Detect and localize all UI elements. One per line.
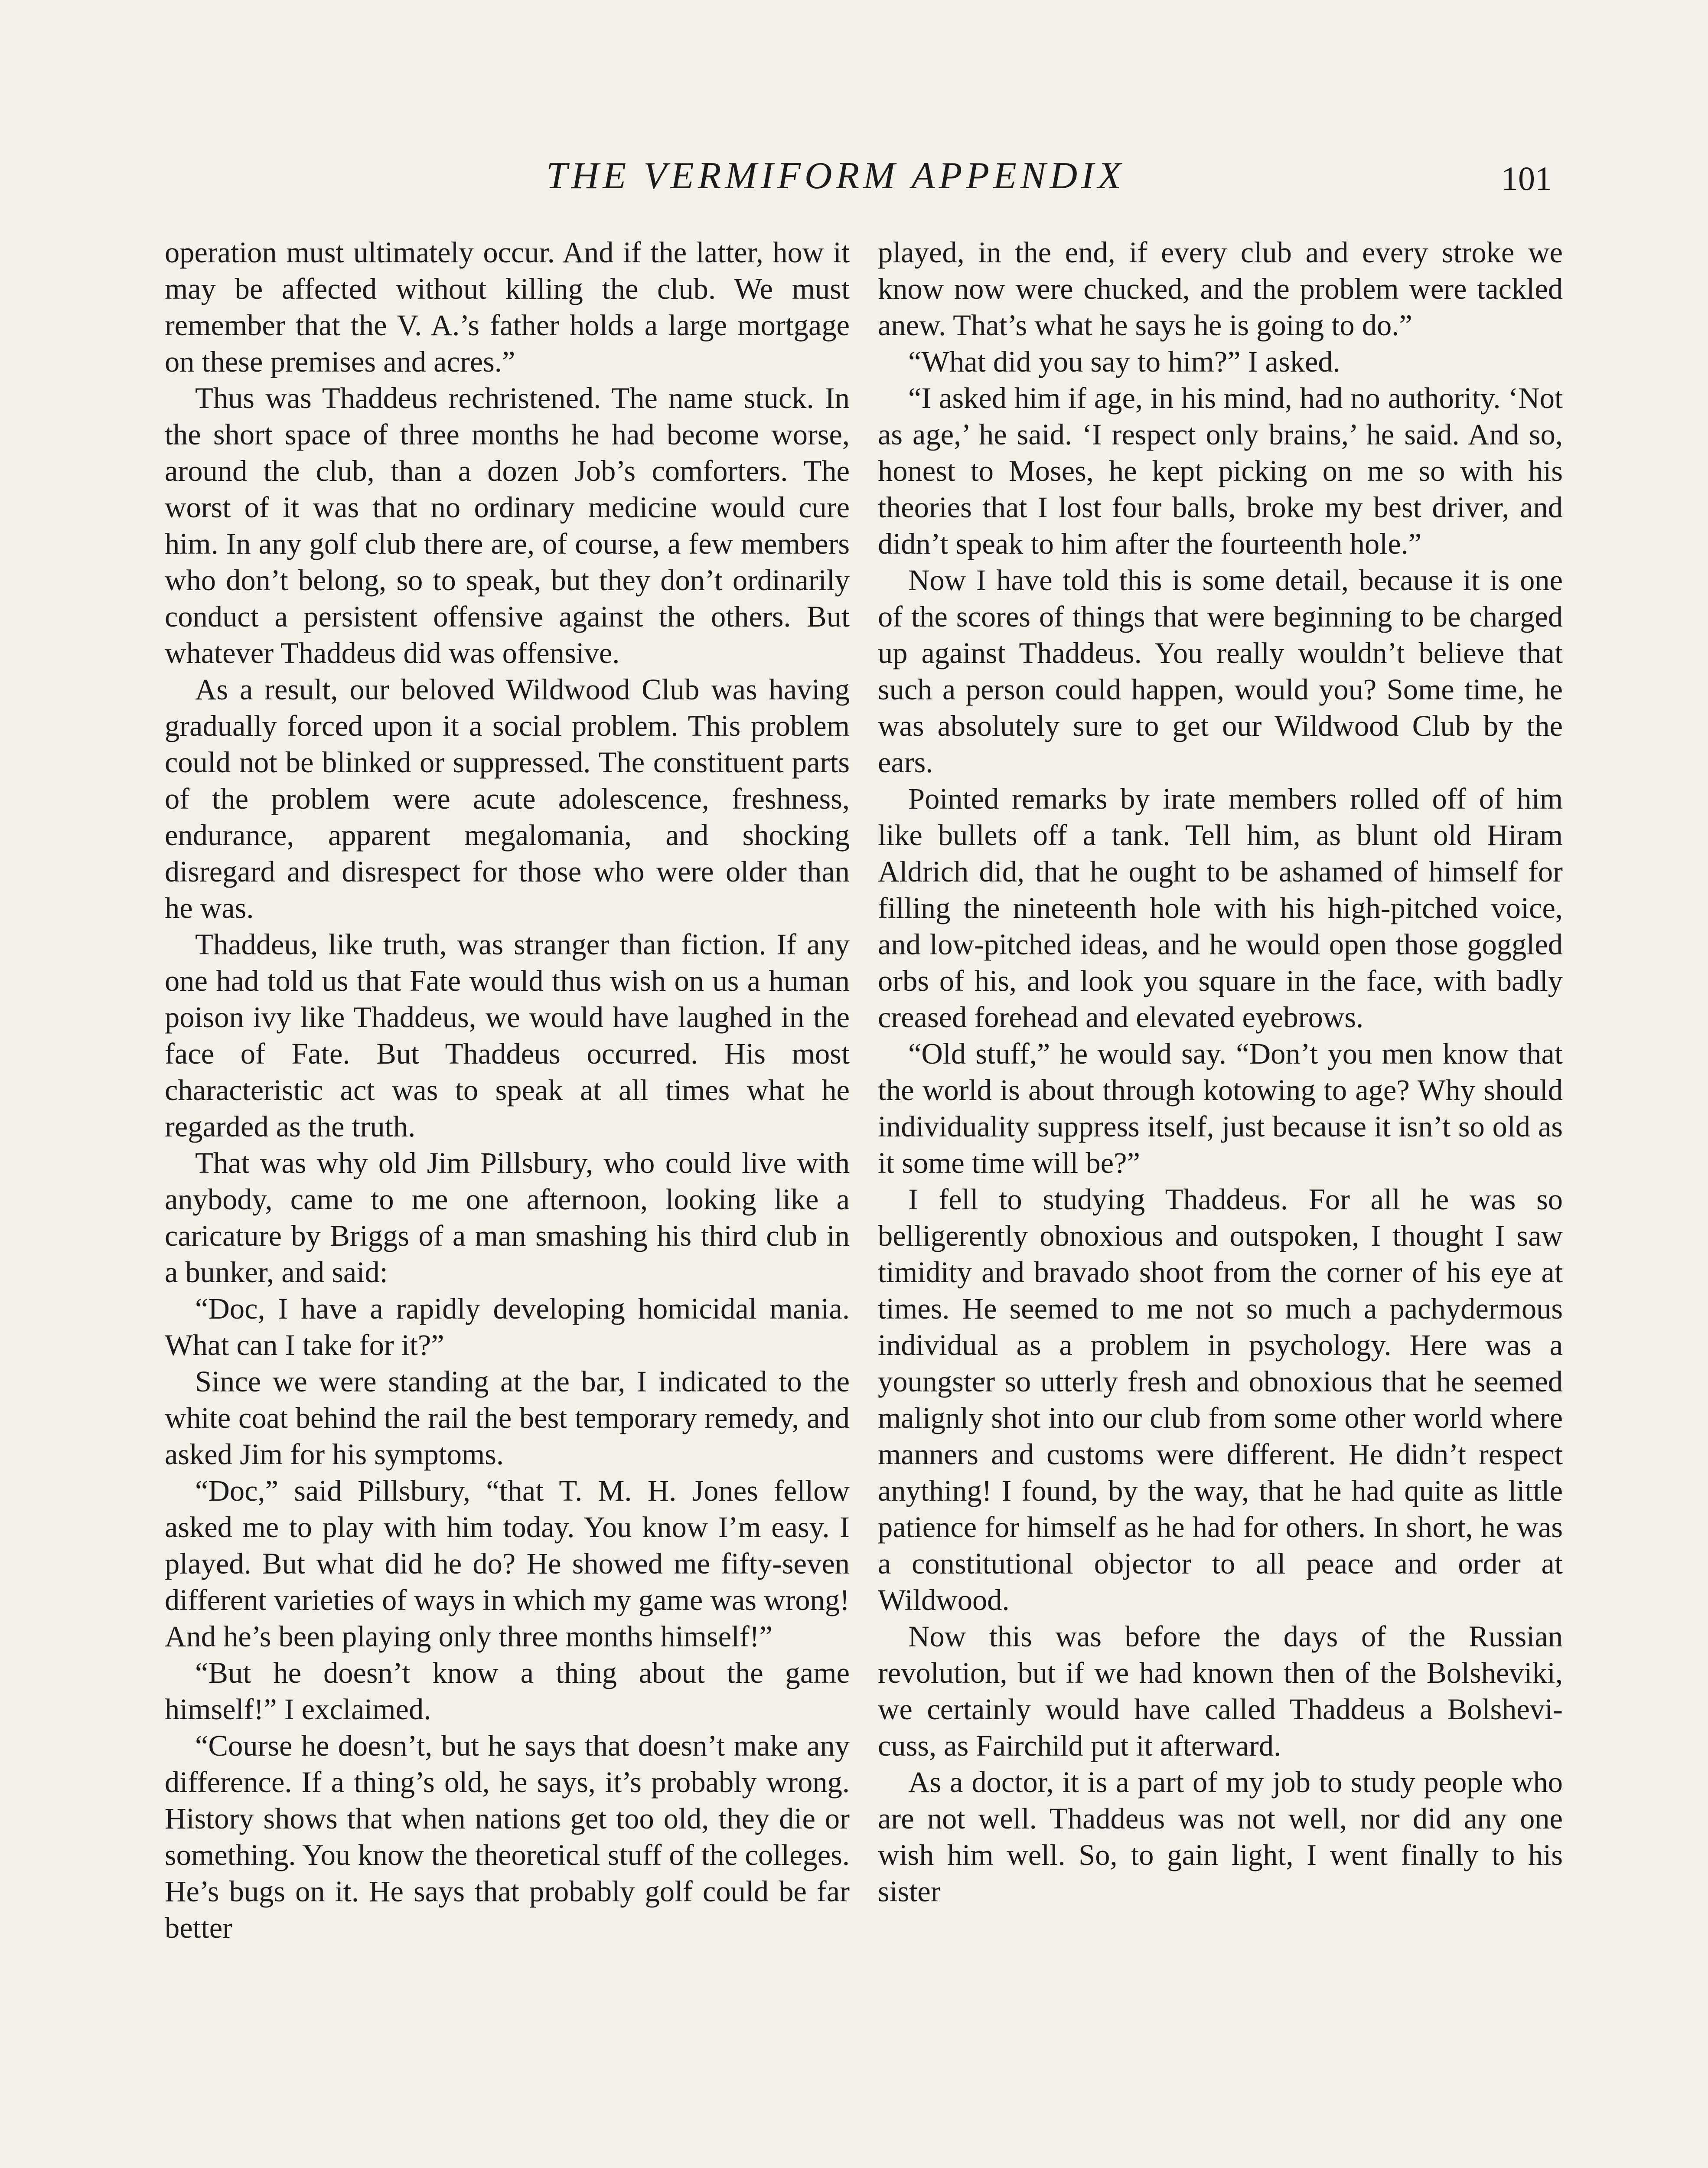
paragraph: Since we were standing at the bar, I indicated to the white coat behind the rail the best temporary remedy, and asked Jim for his symptoms.: [165, 1365, 850, 1471]
paragraph: That was why old Jim Pillsbury, who could live with anybody, came to me one afternoon, looking like a caricature by Briggs of a man smashing his third club in a bunker, and said:: [165, 1146, 850, 1289]
paragraph: “Doc, I have a rapidly developing homicidal mania. What can I take for it?”: [165, 1292, 850, 1362]
paragraph: Thaddeus, like truth, was stranger than fiction. If any one had told us that Fate would thus wish on us a human poison ivy like Thaddeus, we would have laughed in the face of Fate. But Thaddeus occurred. His most characteristic act was to speak at all times what he regarded as the truth.: [165, 928, 850, 1143]
running-title: THE VERMIFORM APPENDIX: [546, 155, 1125, 197]
page-header: [156, 150, 1578, 210]
paragraph: “I asked him if age, in his mind, had no authority. ‘Not as age,’ he said. ‘I respect only brains,’ he said. And so, honest to Moses, he kept picking on me so with his theories that I lost four balls, broke my best driver, and didn’t speak to him after the fourteenth hole.”: [878, 382, 1563, 560]
paragraph: operation must ultimately occur. And if the latter, how it may be affected without killing the club. We must remember that the V. A.’s father holds a large mortgage on these premises and acres.”: [165, 236, 850, 378]
paragraph: “Old stuff,” he would say. “Don’t you men know that the world is about through kotowing to age? Why should individuality suppress itself, just because it isn’t so old as it some time will be?”: [878, 1037, 1563, 1179]
paragraph: played, in the end, if every club and every stroke we know now were chucked, and the problem were tackled anew. That’s what he says he is going to do.”: [878, 236, 1563, 342]
paragraph: Now I have told this is some detail, because it is one of the scores of things that were beginning to be charged up against Thaddeus. You really wouldn’t believe that such a person could happen, would you? Some time, he was absolutely sure to get our Wildwood Club by the ears.: [878, 564, 1563, 779]
page-number: 101: [1501, 160, 1552, 197]
paragraph: I fell to studying Thaddeus. For all he was so belligerently obnoxious and outspoken, I thought I saw timidity and bravado shoot from the corner of his eye at times. He seemed to me not so much a pachydermous individual as a problem in psychology. Here was a youngster so utterly fresh and obnoxious that he seemed malignly shot into our club from some other world where manners and customs were different. He didn’t respect anything! I found, by the way, that he had quite as little patience for himself as he had for others. In short, he was a constitutional objector to all peace and order at Wildwood.: [878, 1183, 1563, 1616]
paragraph: “Doc,” said Pillsbury, “that T. M. H. Jones fellow asked me to play with him today. You know I’m easy. I played. But what did he do? He showed me fifty-seven different varieties of ways in which my game was wrong! And he’s been playing only three months himself!”: [165, 1474, 850, 1653]
paragraph: “Course he doesn’t, but he says that doesn’t make any difference. If a thing’s old, he says, it’s probably wrong. History shows that when nations get too old, they die or something. You know the theoretical stuff of the colleges. He’s bugs on it. He says that probably golf could be far better: [165, 1729, 850, 1944]
left-column: [165, 234, 850, 1946]
paragraph: Now this was before the days of the Russian revolution, but if we had known then of the Bolsheviki, we certainly would have called Thaddeus a Bolshevi-cuss, as Fairchild put it afterward.: [878, 1620, 1563, 1762]
paragraph: “What did you say to him?” I asked.: [908, 345, 1340, 378]
paragraph: As a doctor, it is a part of my job to study people who are not well. Thaddeus was not well, nor did any one wish him well. So, to gain light, I went finally to his sister: [878, 1766, 1563, 1908]
paragraph: Pointed remarks by irate members rolled off of him like bullets off a tank. Tell him, as blunt old Hiram Aldrich did, that he ought to be ashamed of himself for filling the nineteenth hole with his high-pitched voice, and low-pitched ideas, and he would open those goggled orbs of his, and look you square in the face, with badly creased forehead and elevated eyebrows.: [878, 782, 1563, 1034]
paragraph: As a result, our beloved Wildwood Club was having gradually forced upon it a social problem. This problem could not be blinked or suppressed. The constituent parts of the problem were acute adolescence, freshness, endurance, apparent megalomania, and shocking disregard and disrespect for those who were older than he was.: [165, 673, 850, 924]
paragraph: Thus was Thaddeus rechristened. The name stuck. In the short space of three months he had become worse, around the club, than a dozen Job’s comforters. The worst of it was that no ordinary medicine would cure him. In any golf club there are, of course, a few members who don’t belong, so to speak, but they don’t ordinarily conduct a persistent offensive against the others. But whatever Thaddeus did was offensive.: [165, 382, 850, 669]
paragraph: “But he doesn’t know a thing about the game himself!” I exclaimed.: [165, 1656, 850, 1726]
right-column: [878, 234, 1563, 1910]
